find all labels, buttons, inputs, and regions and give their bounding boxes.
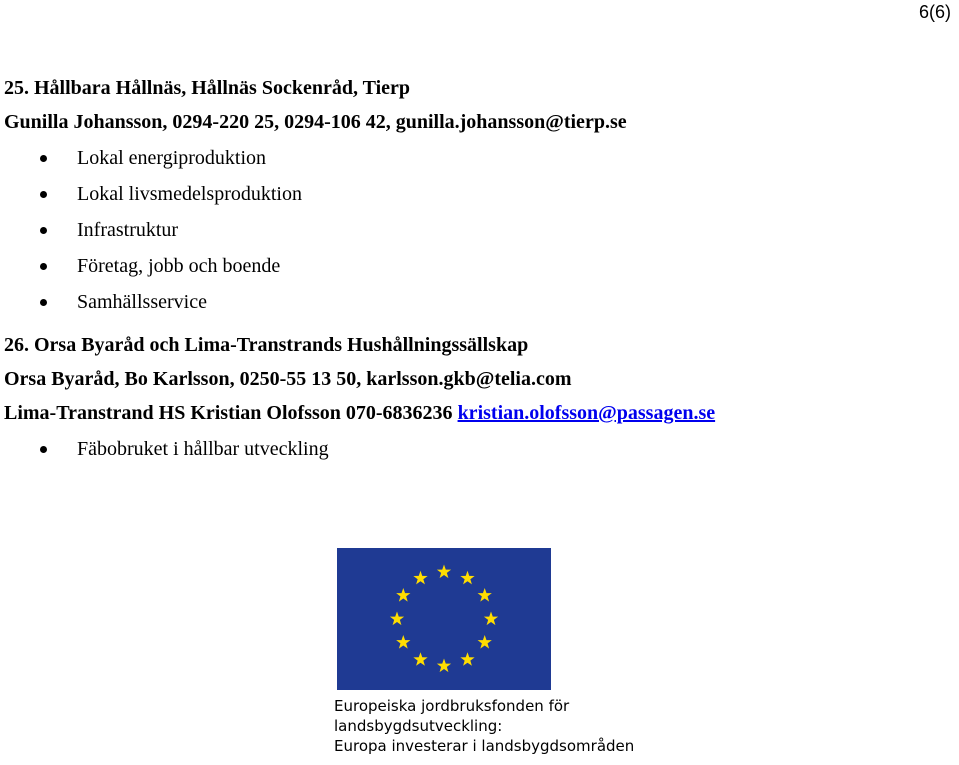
star-icon [396,635,410,649]
logo-caption-line: Europa investerar i landsbygdsområden [334,737,635,755]
section-25 [4,71,954,320]
bullet-list [4,431,954,467]
section-title: 26. Orsa Byaråd och Lima-Transtrands Hushållningssällskap [4,334,529,356]
star-icon [460,652,474,666]
star-icon [437,659,451,673]
contact-text: Lima-Transtrand HS Kristian Olofsson 070-6836236 [4,402,458,424]
document-body [4,71,954,467]
contact-line [4,105,954,140]
star-icon [484,612,498,626]
email-link[interactable]: kristian.olofsson@passagen.se [457,402,716,424]
page-number: 6(6) [918,2,951,22]
eu-stars [337,548,551,690]
bullet-list [4,140,954,320]
star-icon [390,612,404,626]
eu-logo [318,548,638,762]
contact-line [4,362,954,396]
list-item: Fäbobruket i hållbar utveckling [4,431,954,467]
star-icon [478,588,492,602]
star-icon [460,571,474,585]
logo-caption [334,696,634,756]
logo-caption-line: landsbygdsutveckling: [334,717,503,735]
star-icon [413,652,427,666]
contact-text: Orsa Byaråd, Bo Karlsson, 0250-55 13 50, karlsson.gkb@telia.com [4,368,572,390]
list-item: Lokal energiproduktion [4,140,954,176]
section-title: 25. Hållbara Hållnäs, Hållnäs Sockenråd, Tierp [4,77,410,99]
list-item: Samhällsservice [4,284,954,320]
list-item: Företag, jobb och boende [4,248,954,284]
contact-text: Gunilla Johansson, 0294-220 25, 0294-106 42, gunilla.johansson@tierp.se [4,111,627,133]
section-26 [4,328,954,467]
eu-flag-icon [337,548,551,690]
list-item: Infrastruktur [4,212,954,248]
star-icon [396,588,410,602]
star-icon [478,635,492,649]
star-icon [413,571,427,585]
contact-line [4,396,954,431]
logo-caption-line: Europeiska jordbruksfonden för [334,697,570,715]
list-item: Lokal livsmedelsproduktion [4,176,954,212]
star-icon [437,565,451,579]
